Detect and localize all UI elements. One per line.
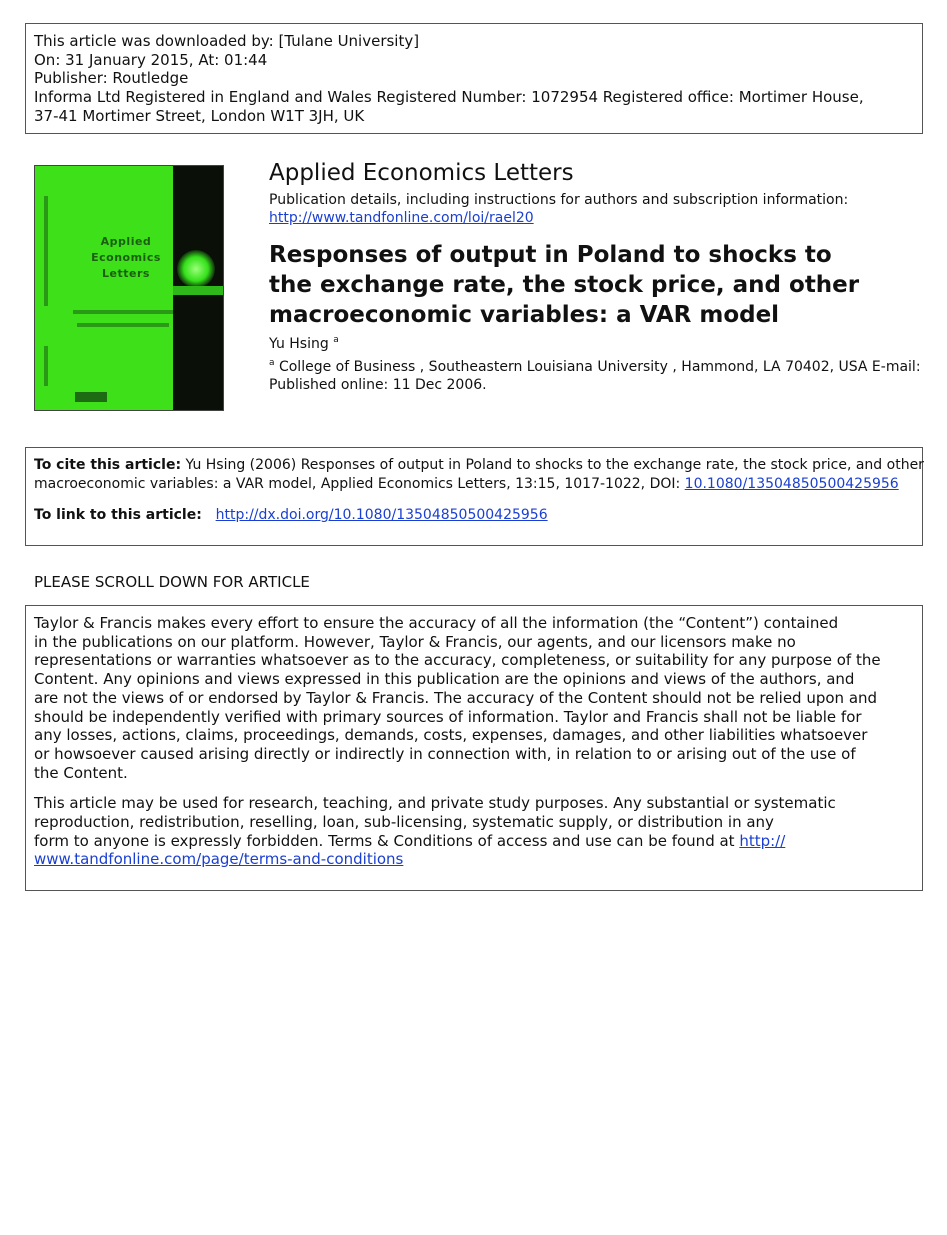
scroll-notice: PLEASE SCROLL DOWN FOR ARTICLE — [34, 573, 310, 591]
terms-link[interactable]: www.tandfonline.com/page/terms-and-conditions — [34, 850, 404, 869]
article-title-line: macroeconomic variables: a VAR model — [269, 302, 780, 328]
article-title — [269, 240, 889, 330]
journal-cover-image — [34, 165, 224, 411]
cover-title-line: Economics — [91, 251, 161, 264]
cover-subtitle — [73, 310, 173, 314]
link-label: To link to this article: — [34, 507, 207, 523]
disclaimer-line: should be independently verified with primary sources of information. Taylor and Francis shall not be liable for — [34, 707, 862, 726]
disclaimer-line: the Content. — [34, 763, 128, 782]
article-title-line: Responses of output in Poland to shocks to — [269, 242, 832, 268]
usage-line — [34, 850, 914, 869]
journal-link[interactable]: http://www.tandfonline.com/loi/rael20 — [269, 210, 534, 226]
cover-title — [71, 234, 181, 282]
download-line: 37-41 Mortimer Street, London W1T 3JH, UK — [34, 106, 365, 125]
citation-line — [34, 475, 914, 494]
doi-link[interactable]: 10.1080/13504850500425956 — [684, 476, 899, 492]
disclaimer-line: Content. Any opinions and views expressed in this publication are the opinions and views of the authors, and — [34, 670, 855, 689]
cover-subtitle — [77, 323, 169, 327]
disclaimer-box — [25, 605, 923, 891]
cover-green-panel — [35, 166, 173, 410]
cover-band — [173, 286, 224, 295]
download-line: Informa Ltd Registered in England and Wales Registered Number: 1072954 Registered office: Mortimer House, — [34, 88, 864, 107]
cover-title-line: Applied — [100, 235, 152, 248]
cover-title-line: Letters — [102, 267, 150, 280]
cover-glow-circle — [177, 250, 215, 288]
article-link[interactable]: http://dx.doi.org/10.1080/13504850500425956 — [215, 507, 548, 523]
author-name: Yu Hsing — [269, 336, 329, 352]
journal-title: Applied Economics Letters — [269, 160, 574, 186]
terms-link[interactable]: http:// — [739, 831, 786, 850]
usage-line — [34, 832, 914, 851]
cover-spine-text — [44, 346, 48, 386]
disclaimer-line: any losses, actions, claims, proceedings, demands, costs, expenses, damages, and other liabilities whatsoever — [34, 726, 868, 745]
usage-text: form to anyone is expressly forbidden. Terms & Conditions of access and use can be found at — [34, 831, 740, 850]
disclaimer-line: are not the views of or endorsed by Taylor & Francis. The accuracy of the Content should not be relied upon and — [34, 688, 878, 707]
usage-line: reproduction, redistribution, reselling, loan, sub-licensing, systematic supply, or distribution in any — [34, 813, 774, 832]
download-notice-box — [25, 23, 923, 134]
citation-line — [34, 456, 924, 475]
cover-spine-text — [44, 196, 48, 306]
download-line: Publisher: Routledge — [34, 69, 189, 88]
disclaimer-line: in the publications on our platform. However, Taylor & Francis, our agents, and our licensors make no — [34, 632, 796, 651]
disclaimer-line: or howsoever caused arising directly or indirectly in connection with, in relation to or arising out of the use of — [34, 744, 856, 763]
affiliation-text: College of Business , Southeastern Louisiana University , Hammond, LA 70402, USA E-mail: — [274, 359, 921, 375]
cite-text: macroeconomic variables: a VAR model, Applied Economics Letters, 13:15, 1017-1022, DOI: — [34, 476, 685, 492]
usage-line: This article may be used for research, teaching, and private study purposes. Any substantial or systematic — [34, 794, 836, 813]
publisher-logo — [75, 392, 107, 402]
download-line: This article was downloaded by: [Tulane University] — [34, 32, 420, 50]
usage-paragraph — [34, 794, 914, 869]
cite-label: To cite this article: — [34, 457, 182, 473]
article-title-line: the exchange rate, the stock price, and other — [269, 272, 860, 298]
author — [269, 335, 339, 352]
download-line: On: 31 January 2015, At: 01:44 — [34, 50, 268, 69]
disclaimer-line: representations or warranties whatsoever as to the accuracy, completeness, or suitability for any purpose of the — [34, 651, 881, 670]
link-row — [34, 506, 914, 525]
affiliation-mark: a — [269, 358, 275, 368]
publication-details: Publication details, including instructions for authors and subscription information: — [269, 192, 849, 208]
published-date: Published online: 11 Dec 2006. — [269, 377, 487, 393]
disclaimer-line: Taylor & Francis makes every effort to ensure the accuracy of all the information (the “Content”) contained — [34, 614, 839, 632]
cite-text: Yu Hsing (2006) Responses of output in Poland to shocks to the exchange rate, the stock price, and other — [181, 457, 924, 473]
disclaimer-paragraph — [34, 614, 914, 782]
affiliation — [269, 358, 921, 375]
citation-box — [25, 447, 923, 546]
author-affiliation-mark: a — [333, 335, 339, 345]
